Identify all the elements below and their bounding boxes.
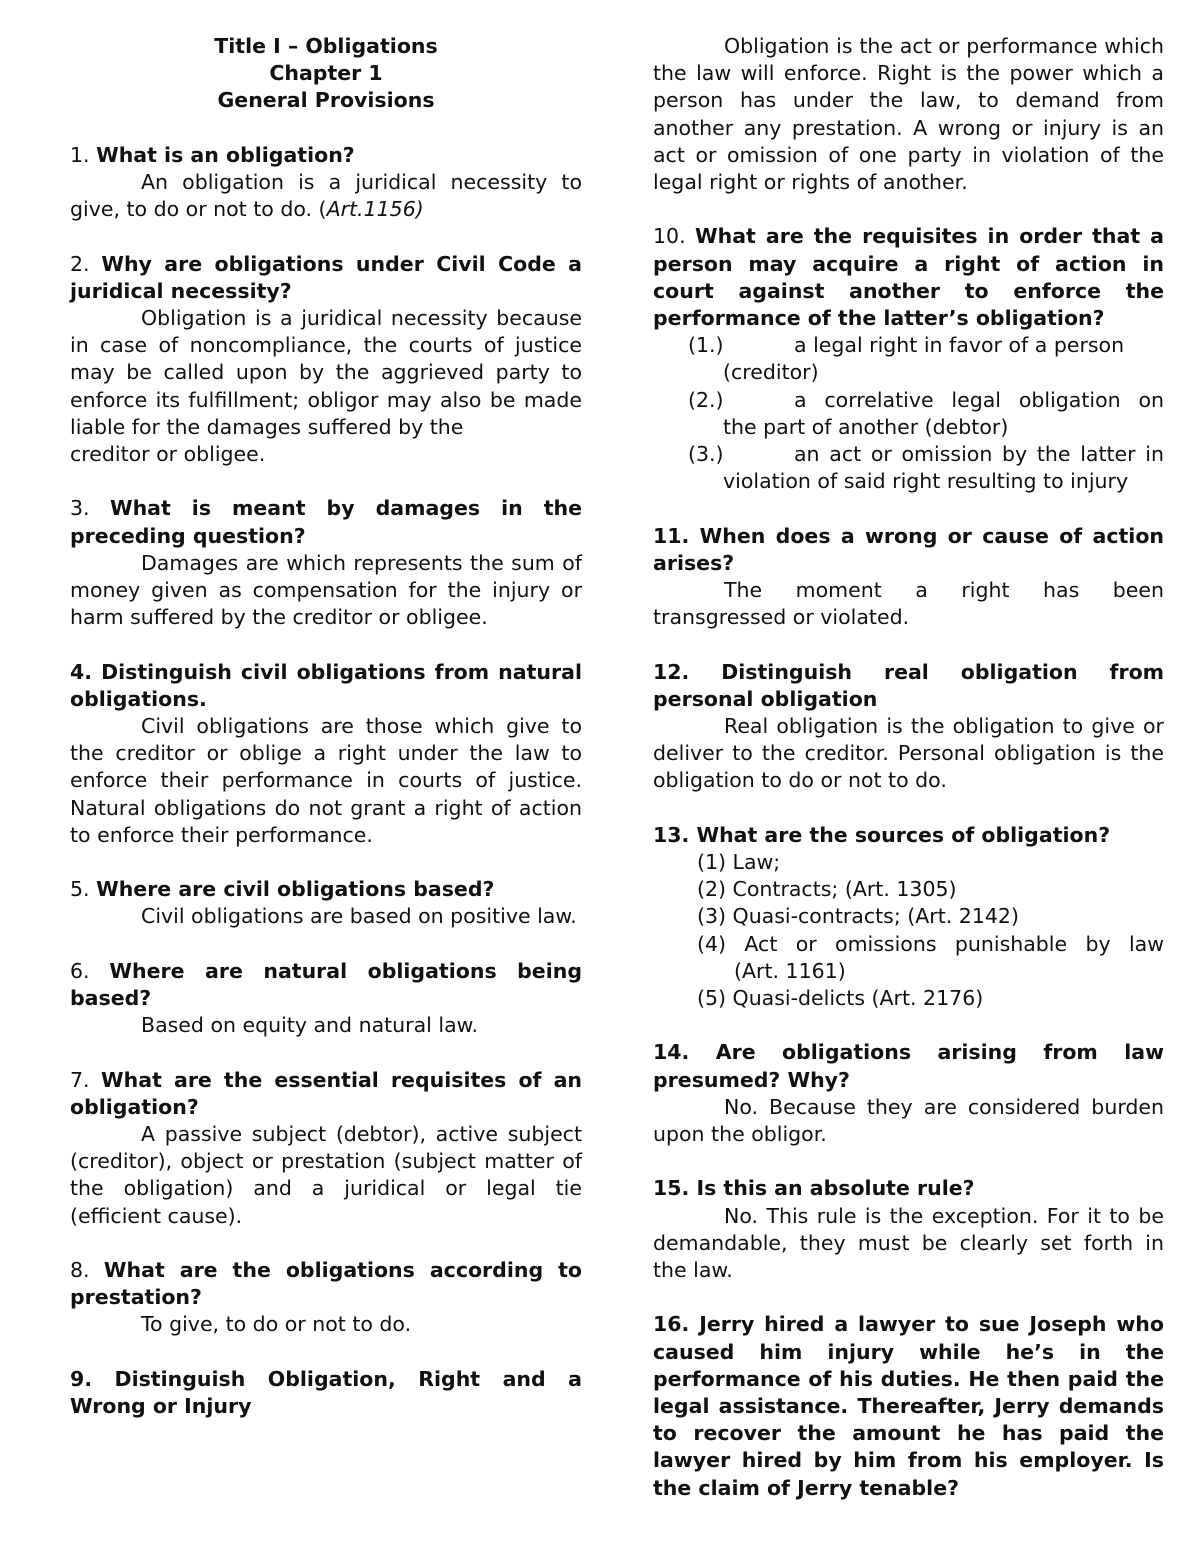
answer-2-tail: creditor or obligee. — [70, 442, 266, 467]
question-13: 13. What are the sources of obligation? — [653, 822, 1111, 847]
requisite-1: (1.) a legal right in favor of a person — [688, 333, 1125, 358]
doc-chapter: Chapter 1 — [269, 61, 383, 86]
answer-8: To give, to do or not to do. — [141, 1312, 412, 1337]
question-15: 15. Is this an absolute rule? — [653, 1176, 975, 1201]
question-4: 4. Distinguish civil obligations from natural obligations. — [70, 659, 582, 711]
question-14: 14. Are obligations arising from law presumed? Why? — [653, 1040, 1165, 1092]
doc-title: Title I – Obligations — [214, 34, 438, 58]
question-5: 5. Where are civil obligations based? — [70, 877, 495, 902]
answer-4: Civil obligations are those which give to the creditor or oblige a right under the law to enforce their performance in courts of justice. Natural obligations do not grant a right of action to enforce their performance. — [70, 714, 582, 847]
requisite-3: (3.) an act or omission by the latter in — [688, 442, 1164, 467]
answer-11: The moment a right has been transgressed or violated. — [653, 578, 1164, 630]
answer-14: No. Because they are considered burden upon the obligor. — [653, 1094, 1164, 1147]
question-10: 10. What are the requisites in order that a person may acquire a right of action in court against another to enforce the performance of the latter’s obligation? — [653, 224, 1164, 331]
answer-2: Obligation is a juridical necessity because in case of noncompliance, the courts of justice may be called upon by the aggrieved party to enforce its fulfillment; obligor may also be made liable for the damages suffered by the — [70, 306, 582, 439]
question-6: 6. Where are natural obligations being based? — [70, 958, 582, 1011]
question-8: 8. What are the obligations according to prestation? — [70, 1258, 582, 1310]
answer-5: Civil obligations are based on positive law. — [141, 904, 577, 929]
question-1: 1. What is an obligation? — [70, 142, 355, 167]
answer-3: Damages are which represents the sum of money given as compensation for the injury or harm suffered by the creditor or obligee. — [70, 550, 582, 630]
question-9: 9. Distinguish Obligation, Right and a Wrong or Injury — [70, 1366, 582, 1419]
answer-9: Obligation is the act or performance which the law will enforce. Right is the power which a person has under the law, to demand from another any prestation. A wrong or injury is an act or omission of one party in violation of the legal right or rights of another. — [653, 34, 1164, 195]
source-5: (5) Quasi-delicts (Art. 2176) — [697, 986, 984, 1011]
source-1: (1) Law; — [697, 850, 781, 875]
question-7: 7. What are the essential requisites of an obligation? — [70, 1067, 583, 1119]
question-16: 16. Jerry hired a lawyer to sue Joseph who caused him injury while he’s in the performance of his duties. He then paid the legal assistance. Thereafter, Jerry demands to recover the amount he has paid the lawyer hired by him from his employer. Is the claim of Jerry tenable? — [653, 1312, 1164, 1500]
doc-subtitle: General Provisions — [217, 88, 435, 113]
answer-7: A passive subject (debtor), active subject (creditor), object or prestation (subject matter of the obligation) and a juridical or legal tie (efficient cause). — [70, 1122, 582, 1228]
left-column — [70, 33, 582, 1420]
answer-1: An obligation is a juridical necessity to give, to do or not to do. (Art.1156) — [70, 170, 582, 222]
requisite-2: (2.) a correlative legal obligation on — [688, 387, 1164, 412]
source-3: (3) Quasi-contracts; (Art. 2142) — [697, 904, 1019, 929]
answer-15: No. This rule is the exception. For it to be demandable, they must be clearly set forth in the law. — [653, 1203, 1164, 1283]
answer-12: Real obligation is the obligation to give or deliver to the creditor. Personal obligation is the obligation to do or not to do. — [653, 714, 1164, 793]
source-2: (2) Contracts; (Art. 1305) — [697, 877, 957, 902]
right-column: Obligation is the act or performance which the law will enforce. Right is the power which a person has under the law, to demand from another any prestation. A wrong or injury is an act or omission of one party in violation of the legal right or rights of another. 10. What are the requisites in order that a person may acquire a right of action in court against another to enforce the performance of the latter’s obligation? (1.) a legal right in favor of a person (creditor) (2.) a correlative legal obligation on the part of another (debtor) (3.) an act or omission by the latter in violation of said right resulting to injury 11. When does a wrong or cause of action arises? The moment a right has been transgressed or violated. 12. Distinguish real obligation from personal obligation Real obligation is the obligation to give or deliver to the creditor. Personal obligation is the obligation to do or not to do. 13. What are the sources of obligation? (1) Law; (2) Contracts; (Art. 1305) (3) Quasi-contracts; (Art. 2142) (4) Act or omissions punishable by law (Art. 1161) (5) Quasi-delicts (Art. 2176) 14. Are obligations arising from law presumed? Why? No. Because they are considered burden upon the obligor. 15. Is this an absolute rule? No. This rule is the exception. For it to be demandable, they must be clearly set forth in the law. 16. Jerry hired a lawyer to sue Joseph who caused him injury while he’s in the performance of his duties. He then paid the legal assistance. Thereafter, Jerry demands to recover the amount he has paid the lawyer hired by him from his employer. Is the claim of Jerry tenable? — [653, 33, 1164, 1502]
question-12: 12. Distinguish real obligation from personal obligation — [653, 659, 1165, 711]
source-4: (4) Act or omissions punishable by law — [697, 931, 1164, 956]
question-3: 3. What is meant by damages in the preceding question? — [70, 496, 582, 548]
question-11: 11. When does a wrong or cause of action arises? — [653, 523, 1165, 575]
question-2: 2. Why are obligations under Civil Code a juridical necessity? — [70, 251, 582, 303]
answer-6: Based on equity and natural law. — [141, 1013, 479, 1038]
